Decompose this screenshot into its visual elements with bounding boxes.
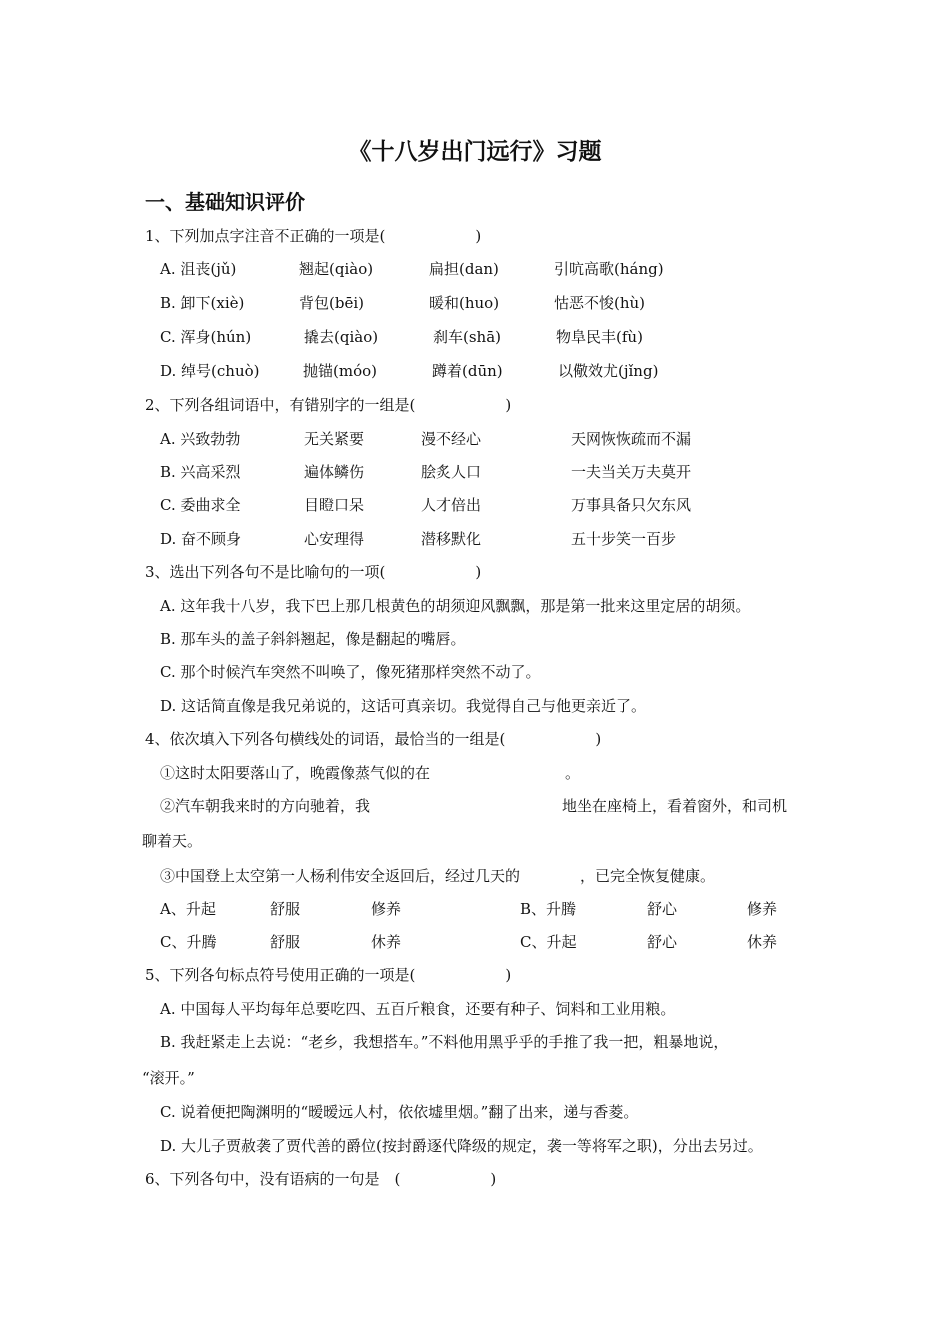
q4-option-c-2: 舒服 [270, 933, 301, 951]
q2-option-c-4: 万事具备只欠东风 [571, 496, 692, 514]
q5-option-a: A. 中国每人平均每年总要吃四、五百斤粮食，还要有种子、饲料和工业用粮。 [160, 1000, 676, 1018]
q4-option-d-2: 舒心 [647, 933, 678, 951]
q4-option-b-2: 舒心 [647, 900, 678, 918]
section-heading: 一、基础知识评价 [145, 190, 305, 214]
q2-option-a-2: 无关紧要 [304, 430, 365, 448]
q1-option-c-2: 撬去(qiào) [304, 328, 379, 346]
q1-option-d-2: 抛锚(móo) [303, 362, 377, 380]
q3-option-a: A. 这年我十八岁，我下巴上那几根黄色的胡须迎风飘飘，那是第一批来这里定居的胡须。 [160, 597, 751, 615]
question-4-stem: 4、依次填入下列各句横线处的词语，最恰当的一组是( ) [145, 730, 602, 748]
q2-option-a-3: 漫不经心 [421, 430, 482, 448]
q4-sentence-2a: ②汽车朝我来时的方向驰着，我 [160, 797, 371, 815]
q5-option-b-line2: “滚开。” [142, 1069, 195, 1087]
q2-option-b-3: 脍炙人口 [421, 463, 482, 481]
q2-option-b-2: 遍体鳞伤 [304, 463, 365, 481]
q2-option-c-2: 目瞪口呆 [304, 496, 365, 514]
q4-option-c-3: 休养 [371, 933, 402, 951]
q2-option-c-1: C. 委曲求全 [160, 496, 241, 514]
q2-option-d-3: 潜移默化 [421, 530, 482, 548]
question-3-stem: 3、选出下列各句不是比喻句的一项( ) [145, 563, 482, 581]
q1-option-a-3: 扁担(dan) [429, 260, 499, 278]
q4-option-d-1: C、升起 [520, 933, 577, 951]
q3-option-c: C. 那个时候汽车突然不叫唤了，像死猪那样突然不动了。 [160, 663, 541, 681]
q4-option-a-1: A、升起 [160, 900, 216, 918]
q1-option-c-4: 物阜民丰(fù) [556, 328, 643, 346]
q4-option-d-3: 休养 [747, 933, 778, 951]
q1-option-d-3: 蹲着(dūn) [432, 362, 503, 380]
q5-option-b-line1: B. 我赶紧走上去说：“老乡，我想搭车。”不料他用黑乎乎的手推了我一把，粗暴地说， [160, 1033, 729, 1051]
q1-option-b-4: 怙恶不悛(hù) [554, 294, 646, 312]
q4-option-b-1: B、升腾 [520, 900, 577, 918]
q1-option-a-4: 引吭高歌(háng) [554, 260, 664, 278]
q1-option-b-1: B. 卸下(xiè) [160, 294, 245, 312]
q2-option-a-1: A. 兴致勃勃 [160, 430, 241, 448]
q1-option-a-2: 翘起(qiào) [299, 260, 374, 278]
q3-option-d: D. 这话简直像是我兄弟说的，这话可真亲切。我觉得自己与他更亲近了。 [160, 697, 647, 715]
q4-option-c-1: C、升腾 [160, 933, 217, 951]
q3-option-b: B. 那车头的盖子斜斜翘起，像是翻起的嘴唇。 [160, 630, 466, 648]
q2-option-d-2: 心安理得 [304, 530, 365, 548]
question-6-stem: 6、下列各句中，没有语病的一句是 ( ) [145, 1170, 497, 1188]
q1-option-b-3: 暖和(huo) [429, 294, 500, 312]
q4-option-a-3: 修养 [371, 900, 402, 918]
q2-option-a-4: 天网恢恢疏而不漏 [571, 430, 692, 448]
q4-option-a-2: 舒服 [270, 900, 301, 918]
q4-sentence-2c: 聊着天。 [142, 832, 203, 850]
q4-sentence-1: ①这时太阳要落山了，晚霞像蒸气似的在 。 [160, 764, 581, 782]
q1-option-d-4: 以儆效尤(jǐng) [558, 362, 659, 380]
q1-option-c-3: 刹车(shā) [433, 328, 502, 346]
q4-sentence-3: ③中国登上太空第一人杨利伟安全返回后，经过几天的 ，已完全恢复健康。 [160, 867, 716, 885]
q2-option-c-3: 人才倍出 [421, 496, 482, 514]
q5-option-d: D. 大儿子贾赦袭了贾代善的爵位(按封爵逐代降级的规定，袭一等将军之职)，分出去另过。 [160, 1137, 763, 1155]
page-title: 《十八岁出门远行》习题 [348, 139, 602, 165]
q1-option-c-1: C. 浑身(hún) [160, 328, 252, 346]
question-1-stem: 1、下列加点字注音不正确的一项是( ) [145, 227, 482, 245]
question-2-stem: 2、下列各组词语中，有错别字的一组是( ) [145, 396, 512, 414]
q4-sentence-2b: 地坐在座椅上，看着窗外，和司机 [562, 797, 788, 815]
question-5-stem: 5、下列各句标点符号使用正确的一项是( ) [145, 966, 512, 984]
q2-option-b-4: 一夫当关万夫莫开 [571, 463, 692, 481]
q5-option-c: C. 说着便把陶渊明的“暧暧远人村，依依墟里烟。”翻了出来，递与香菱。 [160, 1103, 639, 1121]
q1-option-d-1: D. 绰号(chuò) [160, 362, 260, 380]
q4-option-b-3: 修养 [747, 900, 778, 918]
q2-option-d-1: D. 奋不顾身 [160, 530, 242, 548]
q1-option-b-2: 背包(bēi) [299, 294, 364, 312]
q2-option-b-1: B. 兴高采烈 [160, 463, 241, 481]
q2-option-d-4: 五十步笑一百步 [571, 530, 677, 548]
q1-option-a-1: A. 沮丧(jǔ) [160, 260, 237, 278]
